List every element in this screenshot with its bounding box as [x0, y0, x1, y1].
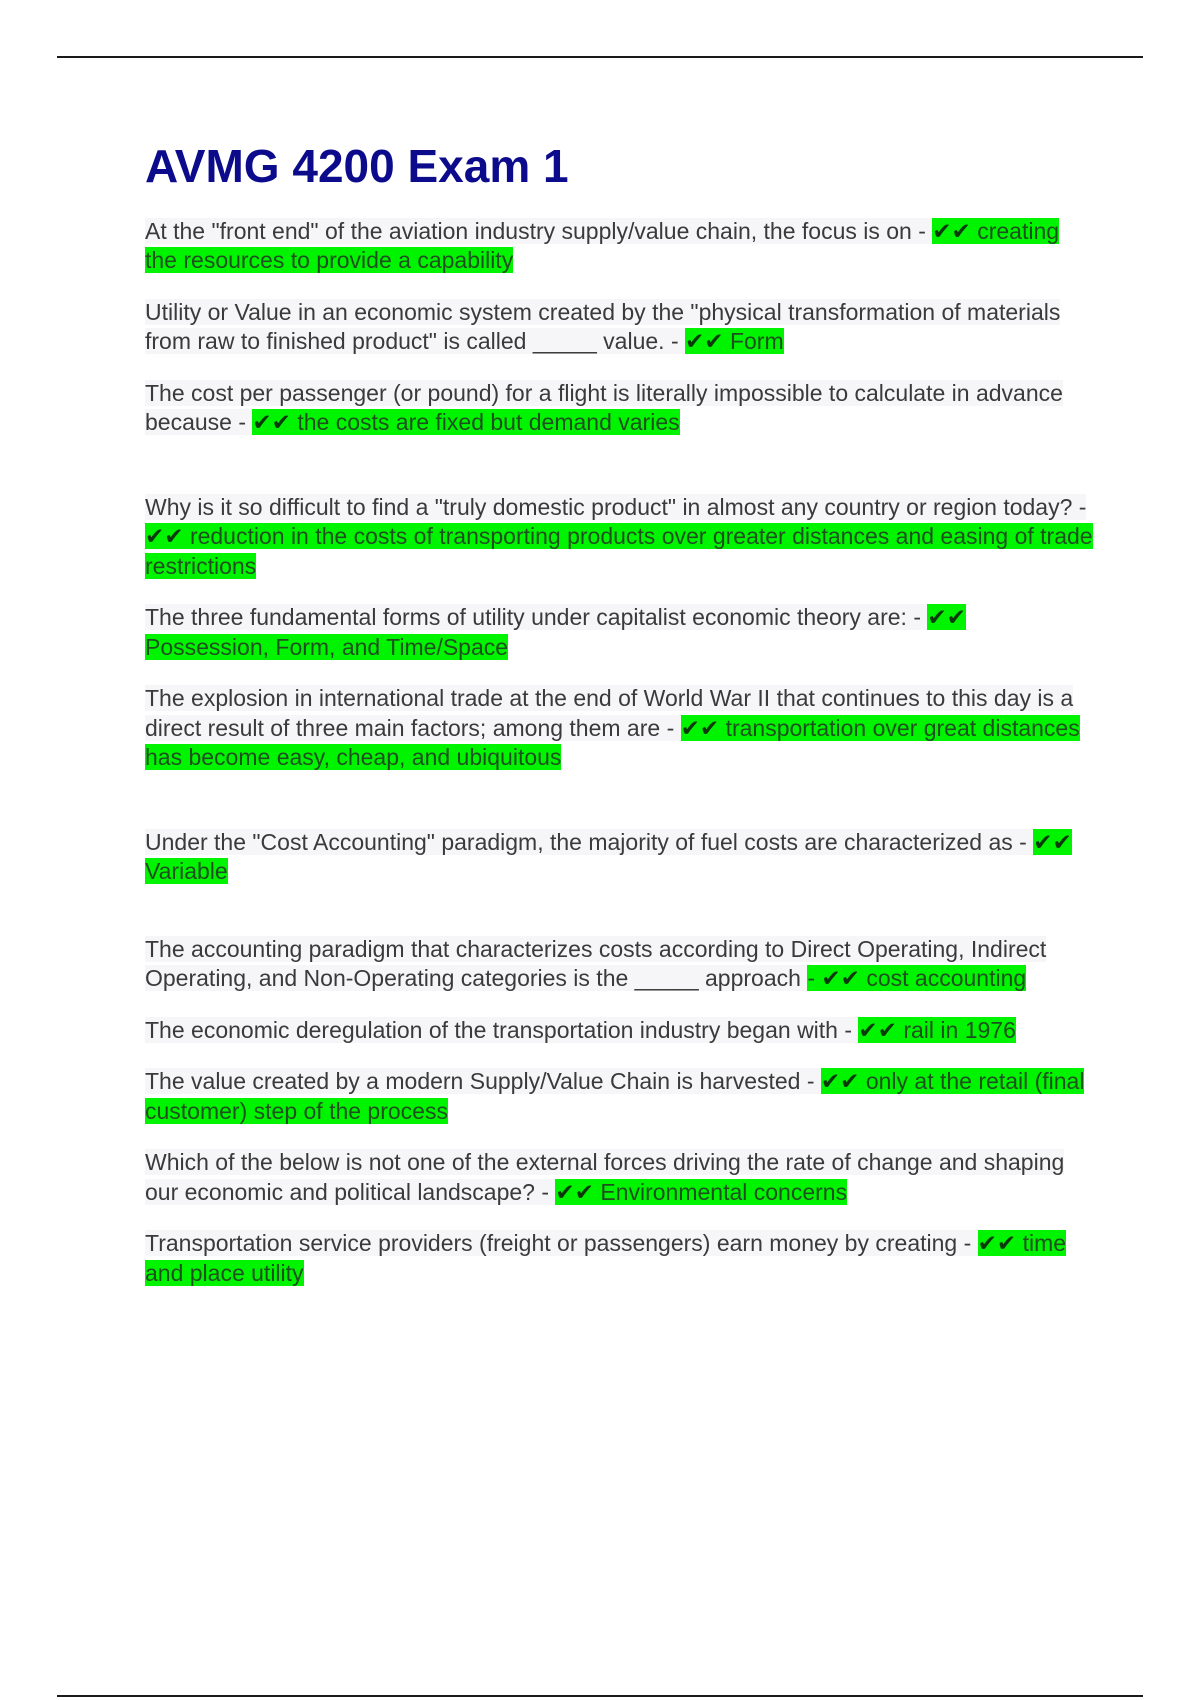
answer-text: only at the retail (final customer) step of the process — [145, 1068, 1085, 1124]
answer-text: Possession, Form, and Time/Space — [145, 633, 509, 660]
question-text: The accounting paradigm that characterizes costs according to Direct Operating, Indirect Operating, and Non-Operating categories is the _____ approach — [145, 935, 1047, 992]
qa-item-6 — [145, 684, 1095, 773]
double-check-icon: ✔✔ — [555, 1178, 594, 1205]
qa-item-12 — [145, 1229, 1095, 1288]
question-text: Utility or Value in an economic system created by the "physical transformation of materials from raw to finished product" is called _____ value. - — [145, 298, 1061, 355]
double-check-icon: ✔✔ — [252, 409, 291, 436]
double-check-icon: ✔✔ — [858, 1016, 897, 1043]
double-check-icon: ✔✔ — [932, 217, 971, 244]
answer-highlight — [555, 1179, 847, 1205]
answer-highlight — [252, 409, 679, 435]
double-check-icon: ✔✔ — [977, 1230, 1017, 1257]
answer-text: Variable — [145, 858, 228, 885]
double-check-icon: ✔✔ — [680, 714, 720, 741]
qa-item-10 — [145, 1067, 1095, 1126]
question-text: Under the "Cost Accounting" paradigm, the majority of fuel costs are characterized as - — [145, 828, 1034, 855]
answer-text: rail in 1976 — [903, 1016, 1016, 1043]
document-body — [145, 140, 1095, 1288]
answer-text: the costs are fixed but demand varies — [297, 409, 680, 436]
qa-item-4 — [145, 493, 1095, 582]
page-title: AVMG 4200 Exam 1 — [145, 140, 569, 192]
answer-highlight — [858, 1017, 1015, 1043]
answer-highlight — [807, 965, 1026, 991]
qa-item-3 — [145, 379, 1095, 438]
answer-text: reduction in the costs of transporting products over greater distances and easing of trade restrictions — [145, 523, 1093, 579]
qa-item-5 — [145, 603, 1095, 662]
double-check-icon: ✔✔ — [821, 965, 860, 992]
question-text: The three fundamental forms of utility under capitalist economic theory are: - — [145, 604, 928, 631]
double-check-icon: ✔✔ — [145, 523, 184, 550]
qa-item-8 — [145, 935, 1095, 994]
answer-text: Form — [729, 328, 784, 355]
answer-text: transportation over great distances has become easy, cheap, and ubiquitous — [145, 714, 1080, 771]
question-text: Transportation service providers (freight or passengers) earn money by creating - — [145, 1230, 978, 1257]
top-rule — [57, 56, 1143, 58]
question-text: At the "front end" of the aviation industry supply/value chain, the focus is on - — [145, 217, 933, 244]
answer-text: creating the resources to provide a capability — [145, 217, 1060, 274]
double-check-icon: ✔✔ — [820, 1068, 860, 1095]
qa-item-9 — [145, 1016, 1095, 1046]
answer-highlight — [145, 523, 1093, 579]
answer-text: cost accounting — [866, 965, 1027, 992]
qa-item-7 — [145, 828, 1095, 887]
question-text: Which of the below is not one of the external forces driving the rate of change and shaping our economic and political landscape? - — [145, 1149, 1065, 1205]
qa-item-1 — [145, 217, 1095, 276]
answer-text: Environmental concerns — [600, 1178, 848, 1205]
qa-item-2 — [145, 298, 1095, 357]
question-text: Why is it so difficult to find a "truly domestic product" in almost any country or region today? - — [145, 493, 1087, 520]
question-text: The economic deregulation of the transportation industry began with - — [145, 1016, 859, 1043]
qa-item-11 — [145, 1148, 1095, 1207]
bottom-rule — [57, 1695, 1143, 1697]
double-check-icon: ✔✔ — [685, 328, 724, 355]
answer-highlight — [685, 328, 784, 354]
question-text: The value created by a modern Supply/Value Chain is harvested - — [145, 1068, 821, 1095]
answer-prefix: - — [807, 965, 822, 992]
double-check-icon: ✔✔ — [927, 604, 966, 631]
answer-text: time and place utility — [145, 1230, 1067, 1286]
double-check-icon: ✔✔ — [1033, 828, 1072, 855]
question-text: The explosion in international trade at the end of World War II that continues to this day is a direct result of three main factors; among them are - — [145, 685, 1074, 741]
question-text: The cost per passenger (or pound) for a flight is literally impossible to calculate in advance because - — [145, 379, 1063, 436]
